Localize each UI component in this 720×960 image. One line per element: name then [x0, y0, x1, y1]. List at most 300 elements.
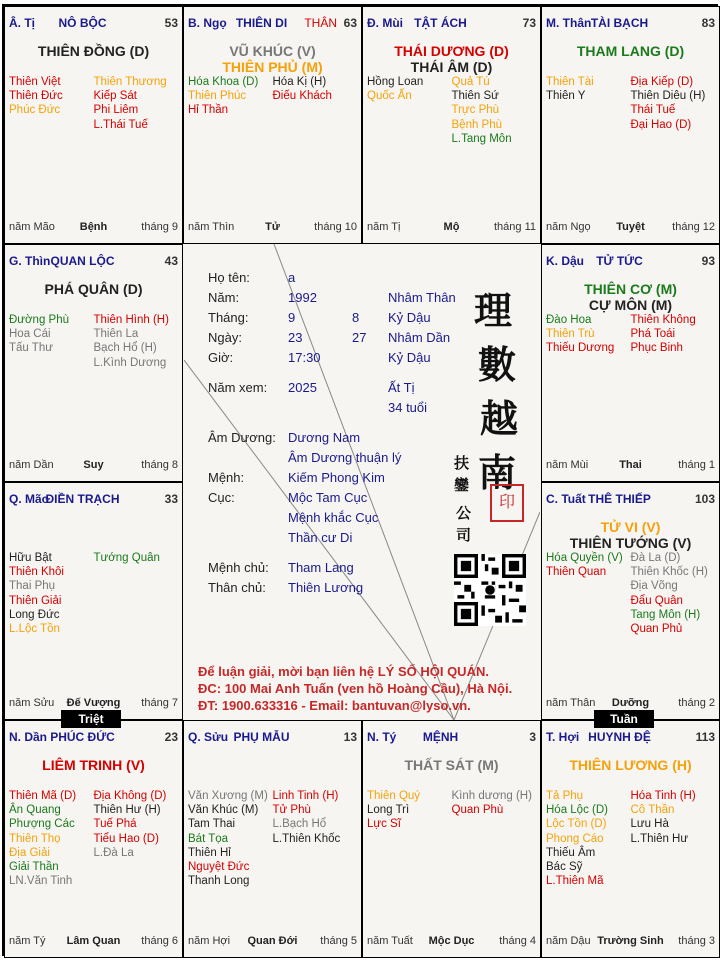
minor-star: Đà La (D) [630, 552, 681, 564]
palace-branch: Â. Tị [9, 16, 35, 30]
palace-hoi[interactable] [541, 720, 720, 958]
calligraphy-small-3: 公 [456, 504, 472, 522]
minor-star: Cô Thần [630, 804, 675, 817]
palace-age-number: 73 [522, 16, 536, 30]
palace-ti[interactable] [4, 6, 183, 244]
palace-branch: C. Tuất [546, 492, 586, 506]
palace-stage: Thai [619, 459, 642, 471]
palace-footer [546, 459, 715, 473]
minor-star: L.Đà La [93, 846, 134, 859]
palace-branch: N. Tý [367, 730, 397, 744]
palace-stage: Mộc Dục [428, 935, 475, 947]
palace-header [188, 730, 357, 746]
palace-age-number: 43 [164, 254, 178, 268]
minor-star: Thiên Hình (H) [93, 314, 169, 326]
minor-star: Kiếp Sát [93, 90, 137, 103]
major-star: THIÊN TƯỚNG (V) [569, 535, 692, 551]
minor-stars-left [367, 789, 452, 832]
major-stars [542, 281, 719, 313]
cuc-value-2: Mệnh khắc Cục [288, 510, 379, 525]
minor-star: Thiên Sứ [451, 90, 499, 103]
palace-header [9, 16, 178, 32]
minor-stars-right [94, 551, 179, 636]
minor-star: Thái Tuế [630, 104, 676, 117]
minor-star: Quan Phù [451, 804, 504, 817]
palace-month: tháng 3 [678, 935, 715, 947]
palace-name: PHÚC ĐỨC [50, 730, 115, 744]
minor-star: Đường Phù [9, 314, 69, 326]
palace-than[interactable] [541, 6, 720, 244]
minor-star: Phi Liêm [93, 104, 139, 117]
minor-star: Bệnh Phù [451, 118, 503, 131]
palace-tuat[interactable] [541, 482, 720, 720]
hour-canchi: Kỷ Dậu [388, 350, 431, 365]
horoscope-chart [2, 4, 718, 956]
minor-star: Tuế Phá [93, 818, 137, 831]
major-star: PHÁ QUÂN (D) [44, 281, 143, 297]
major-star: THÁI ÂM (D) [410, 59, 493, 75]
palace-name: TẬT ÁCH [414, 16, 467, 30]
month-lunar: 8 [352, 310, 360, 325]
minor-stars-left [546, 75, 631, 132]
minor-star: Thiên Hỉ [188, 846, 231, 859]
minor-star: Phúc Đức [9, 104, 61, 117]
minor-stars [546, 789, 715, 888]
calligraphy-char-4: 南 [478, 450, 517, 495]
red-seal-stamp: 印 [490, 484, 524, 522]
palace-month: tháng 9 [141, 221, 178, 233]
palace-header [546, 492, 715, 508]
major-star: THÁI DƯƠNG (D) [394, 43, 509, 59]
palace-month: tháng 1 [678, 459, 715, 471]
chart-center-panel [184, 244, 540, 720]
minor-stars-left [9, 551, 94, 636]
day-label: Ngày: [208, 330, 242, 345]
minor-star: Phong Cáo [546, 832, 604, 845]
minor-star: L.Thiên Mã [546, 875, 604, 888]
day-lunar: 27 [352, 330, 367, 345]
major-star: TỬ VI (V) [600, 519, 661, 535]
age-value: 34 tuổi [388, 400, 428, 415]
minor-star: Phượng Các [9, 818, 75, 831]
palace-mao[interactable] [4, 482, 183, 720]
minor-stars-right [631, 789, 716, 888]
minor-star: Tang Môn (H) [630, 608, 701, 621]
minor-star: Hóa Quyền (V) [546, 552, 623, 564]
minor-star: Thiếu Dương [546, 342, 615, 355]
palace-year: năm Thân [546, 697, 596, 709]
minor-stars-left [546, 551, 631, 636]
tuan-marker: Tuần [594, 710, 654, 728]
menh-label: Mệnh: [208, 470, 245, 485]
palace-name: THÊ THIẾP [588, 492, 651, 506]
minor-star: Tiểu Hao (D) [93, 832, 159, 845]
minor-star: L.Tang Môn [451, 132, 512, 145]
palace-year: năm Tị [367, 221, 401, 233]
month-label: Tháng: [208, 310, 249, 325]
minor-star: Địa Kiếp (D) [630, 76, 694, 88]
palace-stage: Đế Vượng [66, 697, 121, 709]
palace-age-number: 23 [164, 730, 178, 744]
day-canchi: Nhâm Dần [388, 330, 451, 345]
day-solar: 23 [288, 330, 303, 345]
minor-star: Hóa Tinh (H) [630, 790, 696, 802]
minor-star: L.Thiên Hư [630, 832, 689, 845]
palace-month: tháng 10 [314, 221, 357, 233]
palace-month: tháng 7 [141, 697, 178, 709]
minor-stars-left [546, 313, 631, 356]
palace-stage: Lâm Quan [66, 935, 121, 947]
minor-star: Thiên Không [630, 314, 696, 326]
palace-year: năm Mùi [546, 459, 589, 471]
palace-dan[interactable] [4, 720, 183, 958]
palace-footer [546, 221, 715, 235]
year-label: Năm: [208, 290, 240, 305]
palace-name: MỆNH [422, 730, 459, 744]
minor-star: Giải Thần [9, 861, 59, 874]
triet-marker: Triệt [61, 710, 121, 728]
minor-star: Địa Giải [9, 846, 50, 859]
minor-stars [188, 75, 357, 118]
minor-star: Nguyệt Đức [188, 861, 250, 874]
palace-footer [367, 935, 536, 949]
palace-branch: G. Thìn [9, 254, 51, 268]
palace-age-number: 63 [343, 16, 357, 30]
palace-ngo[interactable] [183, 6, 362, 244]
palace-footer [9, 697, 178, 711]
major-star: THIÊN CƠ (M) [584, 281, 677, 297]
minor-star: L.Thiên Khốc [272, 832, 341, 845]
palace-name: TÀI BẠCH [590, 16, 649, 30]
minor-star: Tấu Thư [9, 342, 53, 355]
palace-year: năm Thìn [188, 221, 235, 233]
palace-branch: K. Dậu [546, 254, 585, 268]
minor-star: Long Trì [367, 804, 410, 817]
palace-stage: Suy [83, 459, 104, 471]
contact-line-1: Để luận giải, mời bạn liên hệ LÝ SỐ HỘI QUÁN. [198, 664, 489, 679]
palace-month: tháng 5 [320, 935, 357, 947]
palace-age-number: 83 [701, 16, 715, 30]
palace-name: NÔ BỘC [58, 16, 107, 30]
palace-age-number: 13 [343, 730, 357, 744]
palace-thin[interactable] [4, 244, 183, 482]
palace-branch: Q. Sửu [188, 730, 229, 744]
minor-star: Tam Thai [188, 818, 236, 831]
amduong-value-2: Âm Dương thuận lý [288, 450, 402, 465]
palace-header [546, 730, 715, 746]
palace-branch: B. Ngọ [188, 16, 227, 30]
minor-star: Hóa Khoa (D) [188, 76, 259, 88]
minor-stars [9, 313, 178, 370]
major-star: LIÊM TRINH (V) [42, 757, 145, 773]
thanchu-value: Thiên Lương [288, 580, 364, 595]
amduong-value-1: Dương Nam [288, 430, 361, 445]
minor-stars [9, 75, 178, 132]
palace-dau[interactable] [541, 244, 720, 482]
qr-code[interactable] [454, 554, 526, 626]
minor-star: Thiên Tài [546, 76, 594, 88]
calligraphy-small-1: 扶 [454, 454, 470, 472]
minor-star: Thiên Mã (D) [9, 790, 77, 802]
minor-stars-right [273, 75, 358, 118]
minor-stars [367, 75, 536, 146]
major-stars [363, 757, 540, 773]
name-value: a [288, 270, 296, 285]
palace-branch: M. Thân [546, 16, 592, 30]
major-stars [363, 43, 540, 75]
minor-star: Ân Quang [9, 804, 61, 817]
major-star: THAM LANG (D) [576, 43, 685, 59]
palace-year: năm Ngọ [546, 221, 591, 233]
minor-stars-left [9, 75, 94, 132]
minor-star: Thiếu Âm [546, 846, 596, 859]
palace-footer [546, 935, 715, 949]
palace-stage: Dưỡng [611, 697, 650, 709]
minor-stars [546, 551, 715, 636]
minor-star: Hồng Loan [367, 76, 424, 88]
minor-star: Đào Hoa [546, 314, 592, 326]
minor-star: Linh Tinh (H) [272, 790, 339, 802]
palace-name: ĐIỀN TRẠCH [45, 492, 120, 506]
contact-address: ĐC: 100 Mai Anh Tuấn (ven hồ Hoàng Cầu), Hà Nội. [198, 681, 513, 696]
major-stars [542, 43, 719, 59]
minor-star: Địa Không (D) [93, 790, 167, 802]
palace-header [188, 16, 357, 32]
minor-stars-right [631, 313, 716, 356]
palace-name: TỬ TỨC [596, 254, 643, 268]
minor-stars-right [94, 75, 179, 132]
minor-star: Hóa Kị (H) [272, 76, 327, 88]
palace-header [367, 730, 536, 746]
palace-month: tháng 8 [141, 459, 178, 471]
cuc-label: Cục: [208, 490, 235, 505]
minor-star: Thai Phụ [9, 580, 56, 593]
palace-year: năm Dần [9, 459, 54, 471]
palace-name: QUAN LỘC [50, 254, 115, 268]
minor-star: Phục Binh [630, 342, 683, 355]
view-year-label: Năm xem: [208, 380, 268, 395]
minor-star: Địa Võng [630, 580, 678, 593]
major-stars [5, 757, 182, 773]
minor-star: Thiên Phúc [188, 90, 247, 103]
minor-star: Kình dương (H) [451, 790, 532, 802]
palace-stage: Tuyệt [616, 221, 645, 233]
minor-star: Thiên Việt [9, 76, 61, 88]
palace-header [367, 16, 536, 32]
minor-star: L.Thái Tuế [93, 118, 148, 131]
minor-star: Thiên Thương [93, 76, 167, 88]
palace-name: PHỤ MẪU [233, 730, 290, 744]
major-stars [5, 43, 182, 59]
minor-star: Quả Tú [451, 76, 490, 88]
minor-stars-left [188, 789, 273, 888]
minor-star: Long Đức [9, 608, 60, 621]
minor-star: Thiên Khôi [9, 566, 64, 579]
palace-name: THIÊN DI [235, 16, 288, 30]
calligraphy-char-2: 數 [478, 342, 517, 387]
minor-star: Tướng Quân [93, 552, 160, 564]
minor-stars [367, 789, 536, 832]
palace-month: tháng 12 [672, 221, 715, 233]
minor-star: Thiên Y [546, 90, 586, 103]
minor-star: Phá Toái [630, 328, 676, 341]
cuc-value-1: Mộc Tam Cục [288, 490, 368, 505]
palace-branch: N. Dần [9, 730, 48, 744]
palace-month: tháng 11 [493, 221, 536, 233]
minor-stars-left [188, 75, 273, 118]
palace-year: năm Dậu [546, 935, 591, 947]
minor-star: LN.Văn Tinh [9, 875, 73, 888]
palace-year: năm Mão [9, 221, 55, 233]
calligraphy-small-2: 鑾 [454, 476, 470, 494]
minor-star: Thiên Khốc (H) [630, 566, 708, 579]
minor-star: Hoa Cái [9, 328, 51, 341]
minor-star: Trực Phù [451, 104, 500, 117]
minor-stars-right [631, 75, 716, 132]
major-star: VŨ KHÚC (V) [229, 43, 316, 59]
minor-stars [546, 313, 715, 356]
minor-star: L.Kình Dương [93, 356, 167, 369]
minor-star: Thiên Quý [367, 790, 421, 802]
minor-stars-right [94, 789, 179, 888]
minor-star: Bác Sỹ [546, 861, 583, 874]
calligraphy-small-4: 司 [456, 526, 472, 544]
minor-star: Bát Tọa [188, 832, 229, 845]
minor-star: Đại Hao (D) [630, 118, 692, 131]
major-stars [542, 519, 719, 551]
minor-star: Quốc Ấn [367, 90, 412, 103]
palace-header [9, 492, 178, 508]
minor-stars-right [273, 789, 358, 888]
contact-phone-email[interactable]: ĐT: 1900.633316 - Email: bantuvan@lyso.vn. [198, 698, 471, 713]
minor-stars [546, 75, 715, 132]
major-stars [5, 281, 182, 297]
palace-branch: Q. Mão [9, 492, 50, 506]
minor-stars [188, 789, 357, 888]
minor-stars-left [9, 789, 94, 888]
palace-header [9, 254, 178, 270]
palace-footer [367, 221, 536, 235]
view-year-value: 2025 [288, 380, 317, 395]
minor-star: Hóa Lộc (D) [546, 804, 608, 817]
major-star: THIÊN PHỦ (M) [222, 59, 323, 75]
major-stars [184, 43, 361, 75]
minor-stars-right [631, 551, 716, 636]
minor-star: Đẩu Quân [630, 594, 683, 607]
minor-stars [9, 789, 178, 888]
year-canchi: Nhâm Thân [388, 290, 456, 305]
view-year-canchi: Ất Tị [388, 380, 415, 395]
minor-stars-left [546, 789, 631, 888]
palace-year: năm Tý [9, 935, 46, 947]
palace-year: năm Sửu [9, 697, 55, 709]
major-star: THIÊN LƯƠNG (H) [569, 757, 692, 773]
minor-star: Thiên Hư (H) [93, 804, 161, 817]
minor-star: Thiên Đức [9, 90, 63, 103]
menhchu-label: Mệnh chủ: [208, 560, 269, 575]
palace-branch: Đ. Mùi [367, 16, 403, 30]
calligraphy-char-3: 越 [480, 396, 519, 441]
calligraphy-char-1: 理 [474, 288, 513, 333]
palace-footer [188, 935, 357, 949]
palace-age-number: 53 [164, 16, 178, 30]
minor-star: L.Bạch Hổ [272, 818, 327, 831]
palace-month: tháng 2 [678, 697, 715, 709]
major-star: THIÊN ĐỒNG (D) [37, 43, 150, 59]
minor-star: Bạch Hổ (H) [93, 342, 157, 355]
palace-stage: Tử [265, 221, 280, 233]
minor-star: Lưu Hà [630, 818, 669, 831]
palace-month: tháng 4 [499, 935, 536, 947]
minor-stars-right [94, 313, 179, 370]
palace-age-number: 93 [701, 254, 715, 268]
year-value: 1992 [288, 290, 317, 305]
month-solar: 9 [288, 310, 296, 325]
body-palace-marker: THÂN [304, 16, 337, 30]
minor-stars [9, 551, 178, 636]
minor-star: Thiên Trù [546, 328, 595, 341]
palace-stage: Bệnh [79, 221, 108, 233]
minor-star: Thiên Giải [9, 594, 62, 607]
major-star: CỰ MÔN (M) [588, 297, 673, 313]
minor-star: Văn Khúc (M) [188, 804, 259, 817]
name-label: Họ tên: [208, 270, 250, 285]
minor-star: Hỉ Thần [188, 104, 229, 117]
menh-value: Kiếm Phong Kim [288, 470, 385, 485]
palace-footer [9, 459, 178, 473]
palace-ty[interactable] [362, 720, 541, 958]
palace-stage: Mộ [443, 221, 460, 233]
palace-age-number: 113 [695, 730, 715, 744]
minor-stars-left [9, 313, 94, 370]
minor-star: Thiên Quan [546, 566, 607, 579]
major-stars [542, 757, 719, 773]
palace-age-number: 33 [164, 492, 178, 506]
palace-footer [188, 221, 357, 235]
palace-footer [9, 221, 178, 235]
minor-star: Thiên Diêu (H) [630, 90, 706, 103]
minor-star: Thanh Long [188, 875, 250, 888]
palace-mui[interactable] [362, 6, 541, 244]
minor-star: Điếu Khách [272, 90, 332, 103]
palace-stage: Quan Đới [247, 935, 298, 947]
thanchu-label: Thân chủ: [208, 580, 266, 595]
palace-header [9, 730, 178, 746]
minor-star: Lực Sĩ [367, 818, 401, 831]
palace-year: năm Hợi [188, 935, 231, 947]
minor-star: L.Lộc Tồn [9, 623, 60, 636]
minor-stars-left [367, 75, 452, 146]
month-canchi: Kỷ Dậu [388, 310, 431, 325]
minor-star: Văn Xương (M) [188, 790, 268, 802]
minor-star: Hữu Bật [9, 552, 52, 564]
palace-header [546, 16, 715, 32]
minor-star: Thiên Thọ [9, 832, 61, 845]
major-star: THẤT SÁT (M) [404, 757, 499, 773]
palace-suu[interactable] [183, 720, 362, 958]
hour-value: 17:30 [288, 350, 321, 365]
minor-star: Tử Phù [272, 804, 311, 817]
palace-footer [546, 697, 715, 711]
minor-stars-right [452, 789, 537, 832]
minor-star: Quan Phủ [630, 623, 683, 636]
amduong-label: Âm Dương: [208, 430, 276, 445]
palace-age-number: 103 [694, 492, 715, 506]
cuc-value-3: Thần cư Di [288, 530, 353, 545]
palace-age-number: 3 [529, 730, 536, 744]
palace-branch: T. Hợi [546, 730, 580, 744]
palace-stage: Trường Sinh [597, 935, 664, 947]
